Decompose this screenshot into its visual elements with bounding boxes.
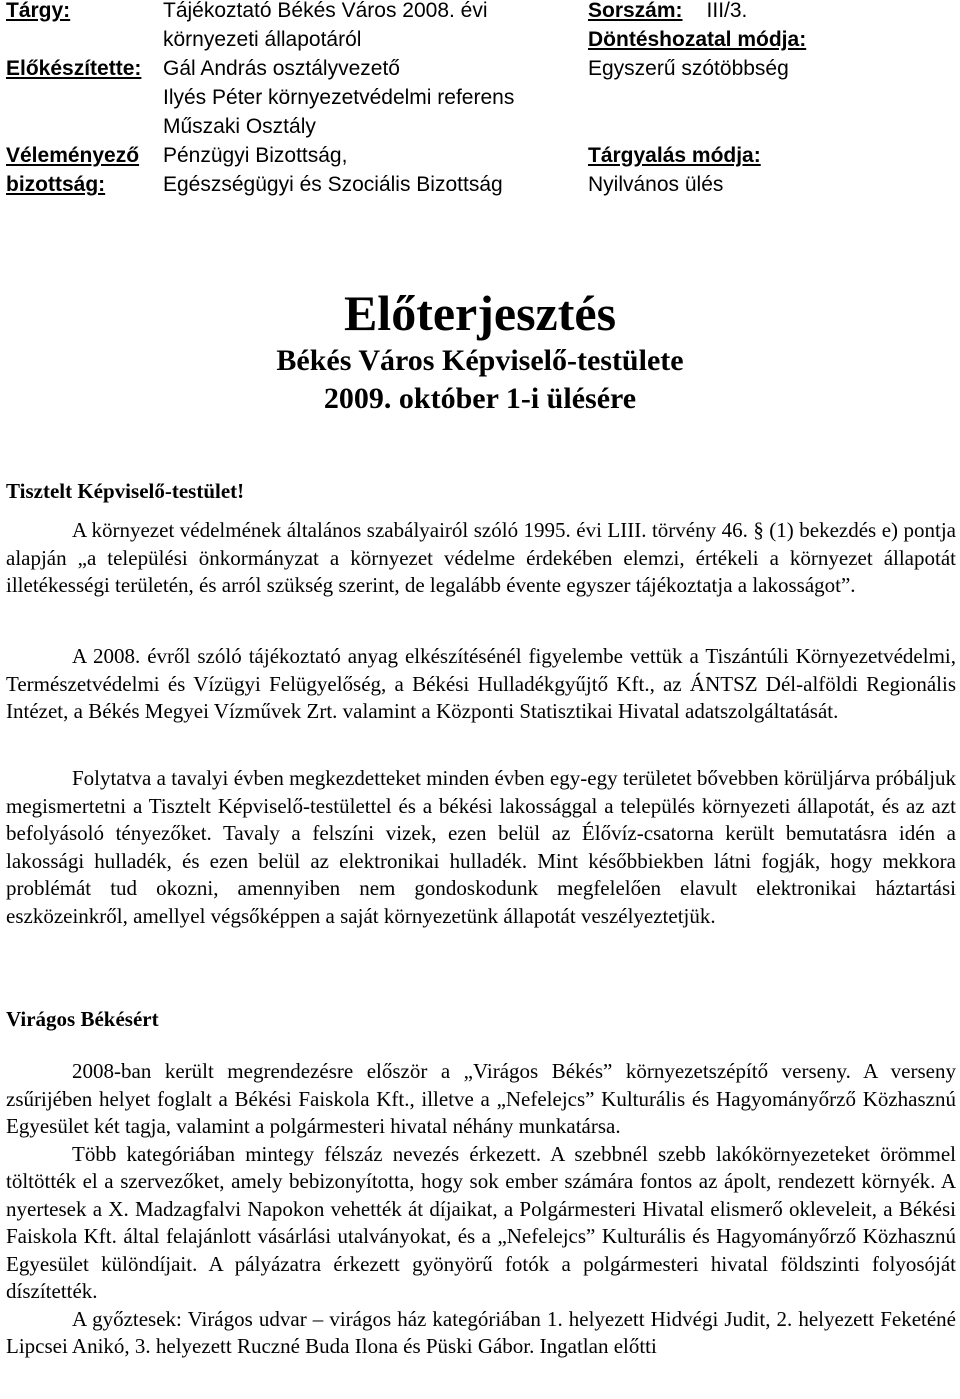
committee-1: Pénzügyi Bizottság, [163, 144, 348, 167]
preparer-1: Gál András osztályvezető [163, 57, 400, 80]
section-heading: Virágos Békésért [6, 1007, 159, 1031]
department: Műszaki Osztály [163, 115, 316, 138]
header-values [163, 0, 514, 199]
paragraph-text: A győztesek: Virágos udvar – virágos ház kategóriában 1. helyezett Hidvégi Judit, 2. helyezett Feketéné Lipcsei Anikó, 3. helyezett Ruczné Buda Ilona és Püski Gábor. Ingatlan előtti [6, 1306, 956, 1358]
paragraph-text: Több kategóriában mintegy félszáz nevezés érkezett. A szebbnél szebb lakókörnyezeteket örömmel töltötték el a szervezőket, amely bebizonyította, hogy sok ember számára fontos az ápolt, rendezett környék. A nyertesek a X. Madzagfalvi Napokon vehették át díjaikat, a Polgármesteri Hivatal elismerő okleveleit, a Békési Faiskola Kft. által felajánlott vásárlási utalványokat, és a „Nefelejcs” Kulturális és Hagyományőrző Közhasznú Egyesület különdíjait. A pályázatra érkezett gyönyörű fotók a polgármesteri hivatal földszinti folyosóját díszítették. [6, 1141, 956, 1303]
committee-2: Egészségügyi és Szociális Bizottság [163, 173, 503, 196]
hearing-label: Tárgyalás módja: [588, 144, 761, 167]
salutation: Tisztelt Képviselő-testület! [6, 479, 245, 503]
reviewing-committee-label-2: bizottság: [6, 173, 106, 196]
paragraph-text: Folytatva a tavalyi évben megkezdetteket minden évben egy-egy területet bővebben körüljárva próbáljuk megismertetni a Tisztelt Képviselő-testülettel és a békési lakossággal a település környezeti állapotát, és az azt befolyásoló tényezőket. Tavaly a felszíni vizek, ezen belül az Élővíz-csatorna került bemutatásra idén a lakossági hulladék, és ezen belül az elektronikai hulladék. Mint későbbiekben látni fogják, hogy mekkora problémát tud okozni, amennyiben nem gondoskodunk megfelelően elavult elektronikai háztartási eszközeinkről, amellyel végsőképpen a saját környezetünk állapotát veszélyeztetjük. [6, 766, 956, 928]
section-body [6, 1058, 956, 1361]
spacer [6, 83, 141, 112]
header-labels [6, 0, 141, 199]
title-sub-1: Békés Város Képviselő-testülete [276, 344, 684, 377]
serial-value: III/3. [706, 0, 748, 22]
header-meta [588, 0, 806, 199]
hearing-value: Nyilvános ülés [588, 173, 724, 196]
reviewing-committee-label-1: Véleményező [6, 144, 140, 167]
paragraph-text: 2008-ban került megrendezésre először a „Virágos Békés” környezetszépítő verseny. A verseny zsűrijében helyet foglalt a Békési Faiskola Kft., illetve a „Nefelejcs” Kulturális és Hagyományőrző Közhasznú Egyesület két tagja, valamint a polgármesteri hivatal néhány munkatársa. [6, 1059, 956, 1138]
intro-paragraph-2 [6, 643, 956, 726]
serial-row [588, 0, 806, 25]
spacer [6, 25, 141, 54]
paragraph-text: A 2008. évről szóló tájékoztató anyag elkészítésénél figyelembe vettük a Tiszántúli Környezetvédelmi, Természetvédelmi és Vízügyi Felügyelőség, a Békési Hulladékgyűjtő Kft., az ÁNTSZ Dél-alföldi Regionális Intézet, a Békés Megyei Vízművek Zrt. valamint a Központi Statisztikai Hivatal adatszolgáltatását. [6, 644, 956, 723]
subject-line-1: Tájékoztató Békés Város 2008. évi [163, 0, 488, 22]
subject-label: Tárgy: [6, 0, 71, 22]
serial-label: Sorszám: [588, 0, 683, 22]
title-sub-2: 2009. október 1-i ülésére [323, 382, 637, 415]
prepared-by-label: Előkészítette: [6, 57, 142, 80]
subject-line-2: környezeti állapotáról [163, 28, 362, 51]
intro-paragraph-3 [6, 765, 956, 930]
decision-value: Egyszerű szótöbbség [588, 57, 789, 80]
paragraph-text: A környezet védelmének általános szabályairól szóló 1995. évi LIII. törvény 46. § (1) bekezdés e) pontja alapján „a települési önkormányzat a környezet védelme érdekében elemzi, értékeli a környezet állapotát illetékességi területén, és arról szükség szerint, de legalább évente egyszer tájékoztatja a lakosságot”. [6, 518, 956, 597]
page-title: Előterjesztés [343, 285, 617, 341]
spacer [6, 112, 141, 141]
decision-label: Döntéshozatal módja: [588, 28, 807, 51]
intro-paragraph-1 [6, 517, 956, 600]
spacer [588, 83, 806, 112]
preparer-2: Ilyés Péter környezetvédelmi referens [163, 86, 515, 109]
spacer [588, 112, 806, 141]
